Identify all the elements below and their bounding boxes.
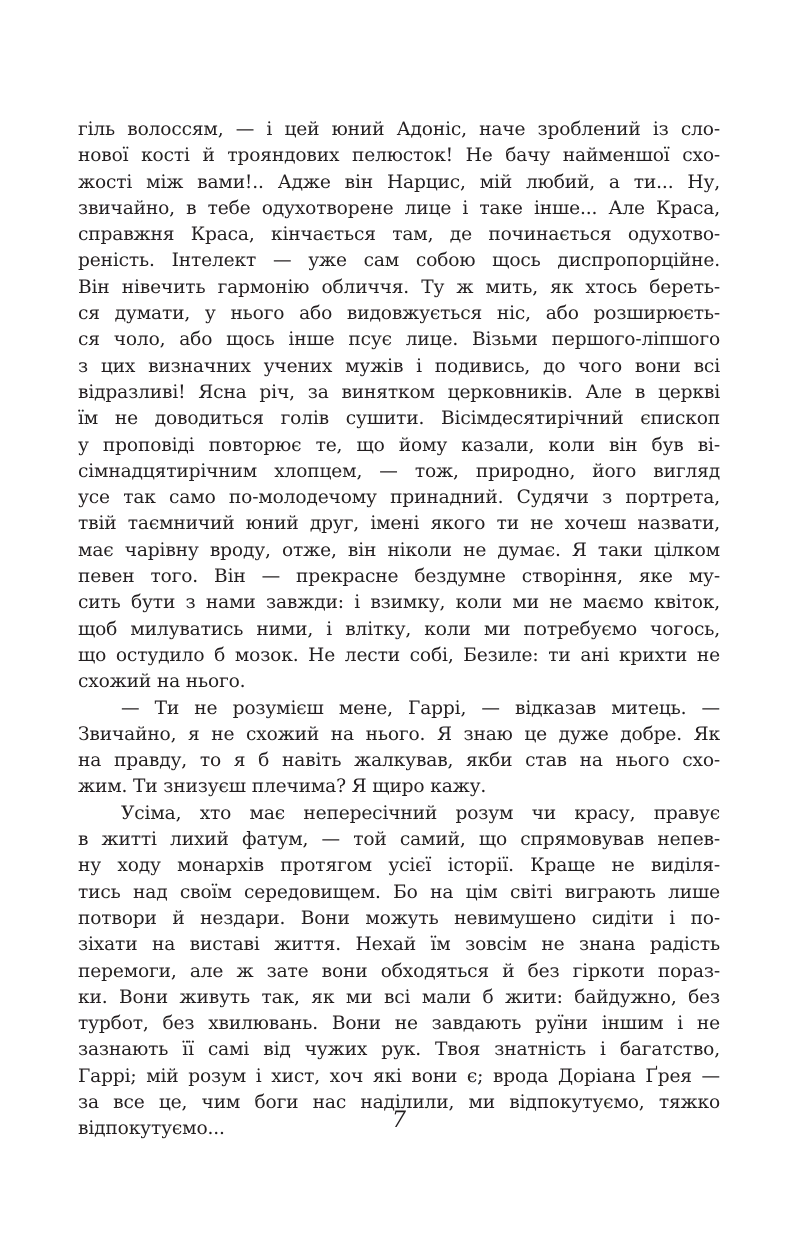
text-line: в житті лихий фатум, — той самий, що спрямовував непев- (78, 829, 720, 851)
text-line: реність. Інтелект — уже сам собою щось диспропорційне. (78, 250, 720, 272)
body-text (78, 117, 720, 1143)
text-line: ки. Вони живуть так, як ми всі мали б жити: байдужно, без (78, 986, 720, 1008)
text-line: на правду, то я б навіть жалкував, якби став на нього схо- (78, 750, 720, 772)
text-line: відразливі! Ясна річ, за винятком церковників. Але в церкві (78, 381, 720, 403)
text-line: схожий на нього. (78, 671, 246, 693)
page-number: 7 (392, 1108, 406, 1133)
text-line: — Ти не розумієш мене, Гаррі, — відказав митець. — (121, 697, 720, 719)
text-line: має чарівну вроду, отже, він ніколи не думає. Я таки цілком (78, 539, 720, 561)
text-line: відпокутуємо... (78, 1118, 225, 1140)
text-line: за все це, чим боги нас наділили, ми відпокутуємо, тяжко (78, 1091, 720, 1113)
text-line: потвори й нездари. Вони можуть невимушено сидіти і по- (78, 907, 720, 929)
text-line: справжня Краса, кінчається там, де починається одухотво- (78, 224, 720, 246)
text-line: щоб милуватись ними, і влітку, коли ми потребуємо чогось, (78, 618, 720, 640)
text-line: певен того. Він — прекрасне бездумне створіння, яке му- (78, 566, 720, 588)
text-line: жим. Ти знизуєш плечима? Я щиро кажу. (78, 776, 487, 798)
text-line: Гаррі; мій розум і хист, хоч які вони є; врода Доріана Ґрея — (78, 1065, 720, 1087)
text-line: тись над своїм середовищем. Бо на цім світі виграють лише (78, 881, 720, 903)
text-line: зазнають її самі від чужих рук. Твоя знатність і багатство, (78, 1039, 720, 1061)
text-line: Звичайно, я не схожий на нього. Я знаю це дуже добре. Як (78, 723, 720, 745)
text-line: перемоги, але ж зате вони обходяться й без гіркоти пораз- (78, 960, 720, 982)
text-line: жості між вами!.. Адже він Нарцис, мій любий, а ти... Ну, (78, 171, 720, 193)
text-line: гіль волоссям, — і цей юний Адоніс, наче зроблений із сло- (78, 119, 720, 140)
text-line: що остудило б мозок. Не лести собі, Безиле: ти ані крихти не (78, 644, 720, 666)
text-line: звичайно, в тебе одухотворене лице і таке інше... Але Краса, (78, 197, 720, 219)
text-line: ся думати, у нього або видовжується ніс, або розширюєть- (78, 303, 720, 325)
text-line: зіхати на виставі життя. Нехай їм зовсім не знана радість (78, 934, 720, 956)
text-line: усе так само по-молодечому принадний. Судячи з портрета, (78, 487, 720, 509)
text-line: Усіма, хто має непересічний розум чи красу, правує (121, 802, 720, 824)
text-line: ну ходу монархів протягом усієї історії. Краще не виділя- (78, 855, 720, 877)
text-line: нової кості й трояндових пелюсток! Не бачу найменшої схо- (78, 145, 720, 167)
text-line: Він нівечить гармонію обличчя. Ту ж мить, як хтось береть- (78, 276, 720, 298)
text-line: ся чоло, або щось інше псує лице. Візьми першого-ліпшого (78, 329, 720, 351)
text-line: у проповіді повторює те, що йому казали, коли він був ві- (78, 434, 720, 456)
text-line: твій таємничий юний друг, імені якого ти не хочеш назвати, (78, 513, 720, 535)
text-line: з цих визначних учених мужів і подивись, до чого вони всі (78, 355, 720, 377)
text-line: їм не доводиться голів сушити. Вісімдесятирічний єпископ (78, 408, 720, 430)
text-line: сімнадцятирічним хлопцем, — тож, природно, його вигляд (78, 460, 720, 482)
text-line: турбот, без хвилювань. Вони не завдають руїни іншим і не (78, 1013, 720, 1035)
text-line: сить бути з нами завжди: і взимку, коли ми не маємо квіток, (78, 592, 720, 614)
